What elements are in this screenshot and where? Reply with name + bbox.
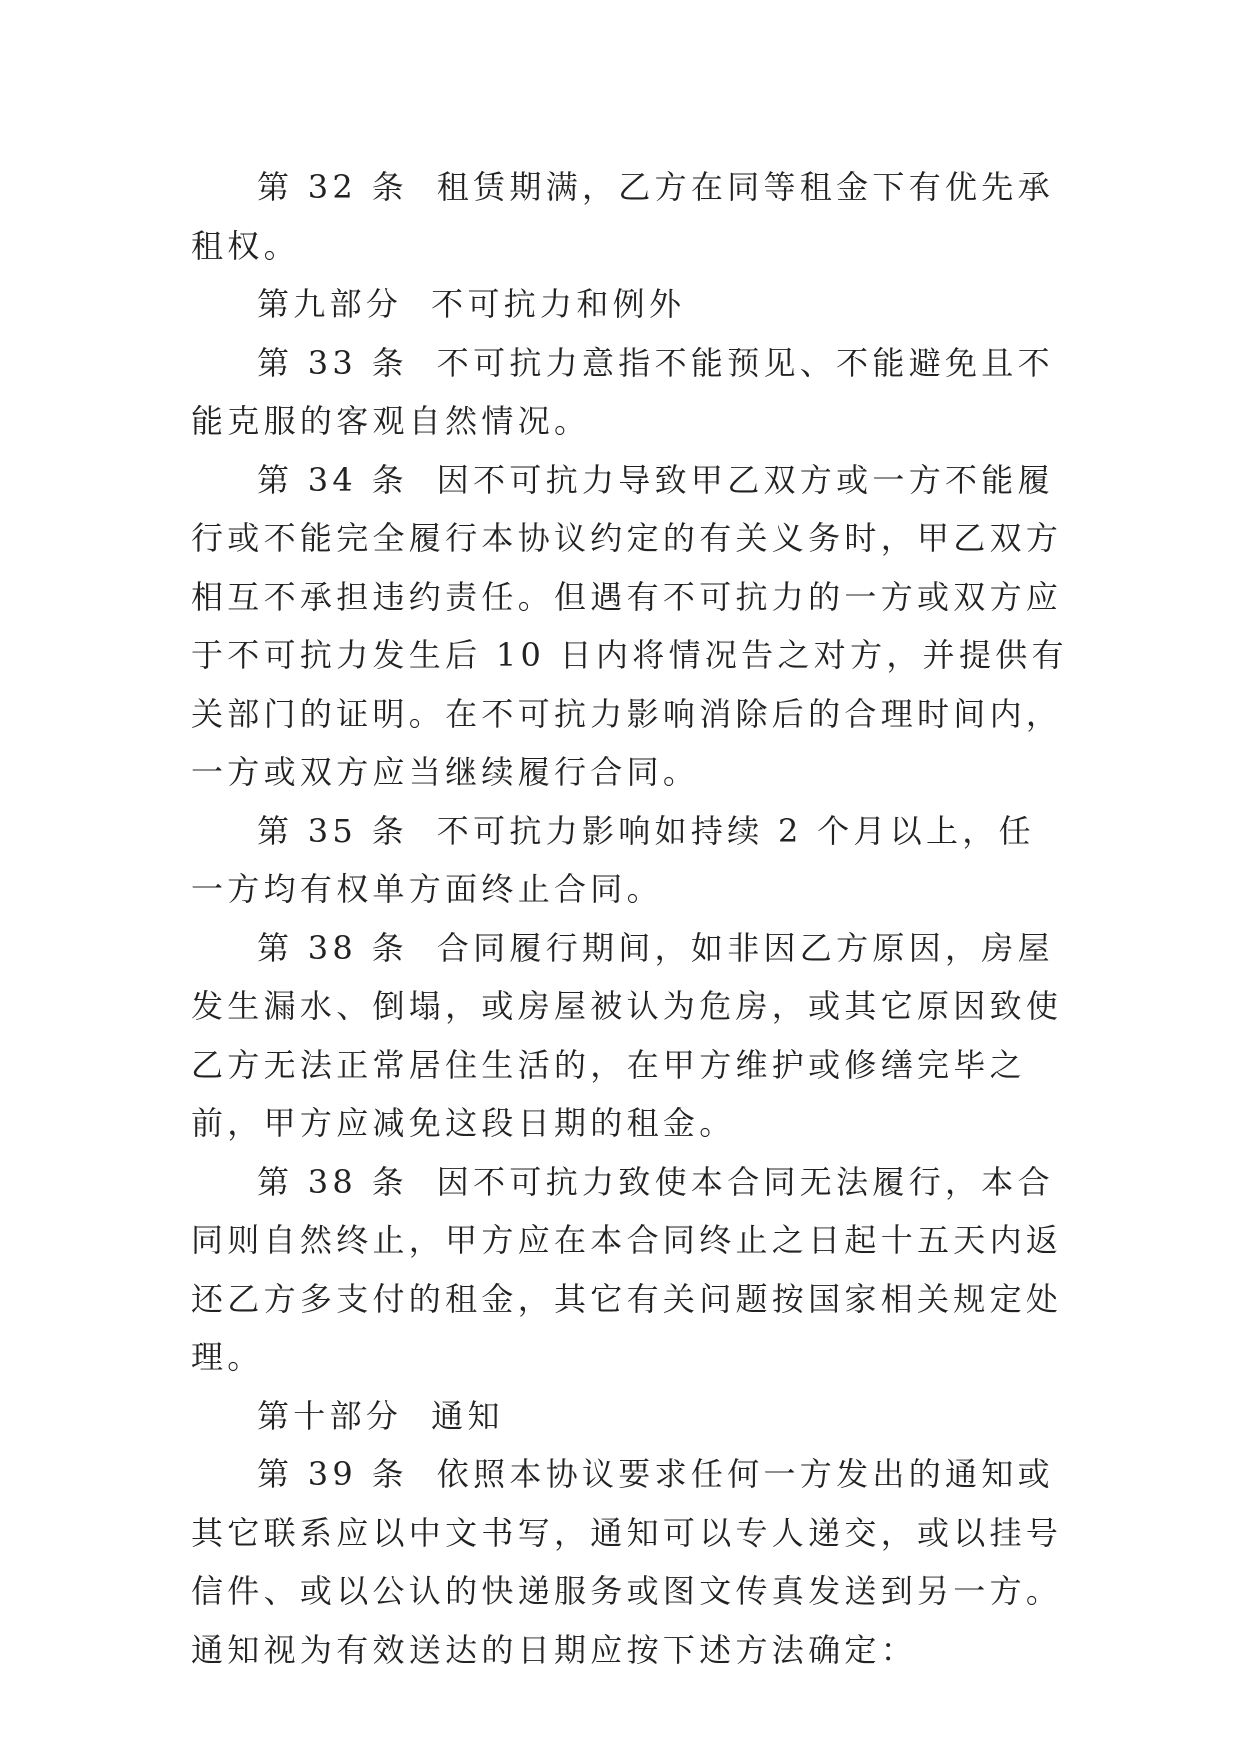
clause-38-termination: 第 38 条 因不可抗力致使本合同无法履行，本合同则自然终止，甲方应在本合同终止之日起十五天内返还乙方多支付的租金，其它有关问题按国家相关规定处理。 <box>191 1162 1063 1376</box>
clause-34: 第 34 条 因不可抗力导致甲乙双方或一方不能履行或不能完全履行本协议约定的有关义务时，甲乙双方相互不承担违约责任。但遇有不可抗力的一方或双方应于不可抗力发生后 10 日内将情况告之对方，并提供有关部门的证明。在不可抗力影响消除后的合理时间内，一方或双方应当继续履行合同。 <box>191 460 1068 791</box>
section-heading-notices: 第十部分 通知 <box>257 1396 504 1435</box>
document-body <box>191 158 1071 1679</box>
clause-33: 第 33 条 不可抗力意指不能预见、不能避免且不能克服的客观自然情况。 <box>191 343 1054 440</box>
clause-38-repairs: 第 38 条 合同履行期间，如非因乙方原因，房屋发生漏水、倒塌，或房屋被认为危房，或其它原因致使乙方无法正常居住生活的，在甲方维护或修缮完毕之前，甲方应减免这段日期的租金。 <box>191 928 1063 1142</box>
section-heading-force-majeure: 第九部分 不可抗力和例外 <box>257 285 686 323</box>
clause-39: 第 39 条 依照本协议要求任何一方发出的通知或其它联系应以中文书写，通知可以专人递交，或以挂号信件、或以公认的快递服务或图文传真发送到另一方。通知视为有效送达的日期应按下述方法确定： <box>191 1455 1063 1669</box>
clause-35: 第 35 条 不可抗力影响如持续 2 个月以上，任一方均有权单方面终止合同。 <box>191 811 1035 908</box>
clause-32: 第 32 条 租赁期满，乙方在同等租金下有优先承租权。 <box>191 168 1054 265</box>
